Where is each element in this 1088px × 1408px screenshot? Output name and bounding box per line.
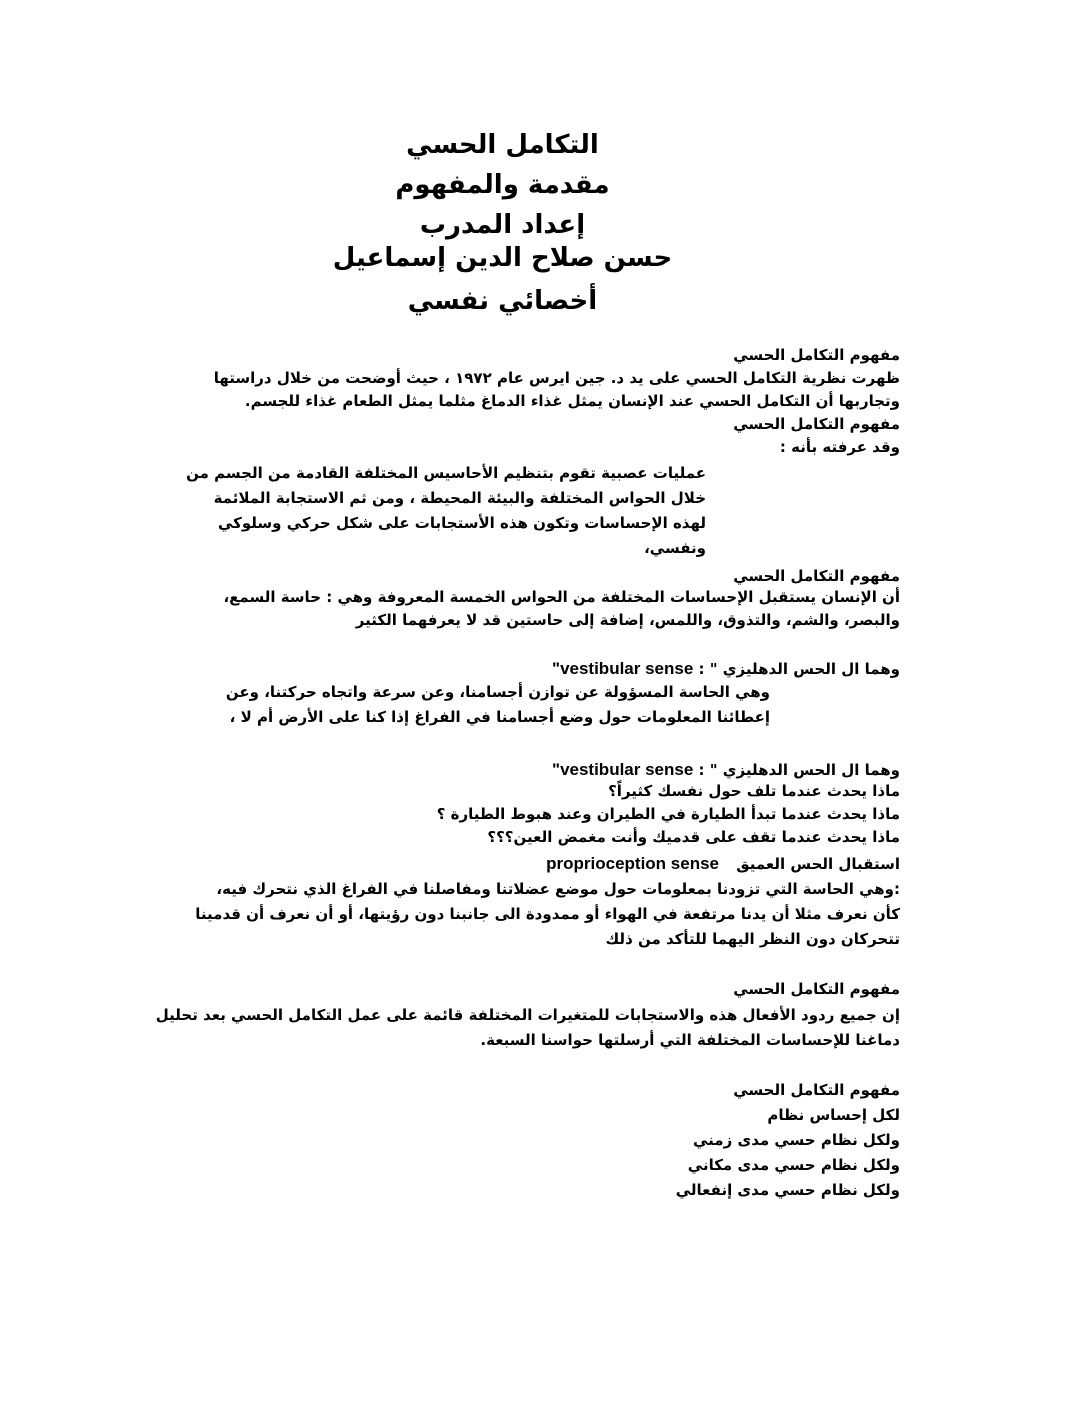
section2-intro: وقد عرفته بأنه : xyxy=(779,438,900,456)
section5-question-1: ماذا يحدث عندما تلف حول نفسك كثيراً؟ xyxy=(608,782,900,800)
section5-deep-line-2: كأن نعرف مثلا أن يدنا مرتفعة في الهواء أو ممدودة الى جانبنا دون رؤيتها، أو أن نعرف أن قدمينا xyxy=(195,905,900,923)
title-line-3: إعداد المدرب xyxy=(419,210,586,240)
section5-deep-en: proprioception sense xyxy=(546,854,719,873)
section5-question-3: ماذا يحدث عندما تقف على قدميك وأنت مغمض العين؟؟؟ xyxy=(487,828,900,846)
section2-line-2: خلال الحواس المختلفة والبيئة المحيطة ، ومن ثم الاستجابة الملائمة xyxy=(213,489,706,507)
section5-deep-ar: استقبال الحس العميق xyxy=(736,855,900,873)
section3-heading: مفهوم التكامل الحسي xyxy=(733,567,900,585)
section2-heading: مفهوم التكامل الحسي xyxy=(733,415,900,433)
section1-heading: مفهوم التكامل الحسي xyxy=(733,346,900,364)
title-line-5: أخصائي نفسي xyxy=(407,286,598,316)
title-line-1: التكامل الحسي xyxy=(406,130,599,160)
section5-heading-en: vestibular sense" xyxy=(552,760,694,779)
section6-line-1: إن جميع ردود الأفعال هذه والاستجابات للمتغيرات المختلفة قائمة على عمل التكامل الحسي بعد تحليل xyxy=(155,1006,900,1024)
section4-heading xyxy=(552,656,900,682)
section5-deep-heading xyxy=(546,851,900,877)
section6-line-2: دماغنا للإحساسات المختلفة التي أرسلتها حواسنا السبعة. xyxy=(480,1031,900,1049)
section7-line-2: ولكل نظام حسي مدى زمني xyxy=(693,1131,900,1149)
section1-line-1: ظهرت نظرية التكامل الحسي على يد د. جين ايرس عام ١٩٧٢ ، حيث أوضحت من خلال دراستها xyxy=(213,369,900,387)
section2-line-4: ونفسي، xyxy=(644,539,706,557)
section1-line-2: وتجاربها أن التكامل الحسي عند الإنسان يمثل غذاء الدماغ مثلما يمثل الطعام غذاء للجسم. xyxy=(244,392,900,410)
section4-heading-ar: وهما ال الحس الدهليزي " : xyxy=(698,660,900,678)
section2-line-3: لهذه الإحساسات وتكون هذه الأستجابات على شكل حركي وسلوكي xyxy=(217,514,706,532)
section4-heading-en: vestibular sense" xyxy=(552,659,694,678)
section5-heading-ar: وهما ال الحس الدهليزي " : xyxy=(698,761,900,779)
section7-heading: مفهوم التكامل الحسي xyxy=(733,1081,900,1099)
title-line-4: حسن صلاح الدين إسماعيل xyxy=(332,243,673,273)
section3-line-1: أن الإنسان يستقبل الإحساسات المختلفة من الحواس الخمسة المعروفة وهي : حاسة السمع، xyxy=(223,588,900,606)
title-line-2: مقدمة والمفهوم xyxy=(395,170,610,200)
section5-deep-line-1: :وهي الحاسة التي تزودنا بمعلومات حول موضع عضلاتنا ومفاصلنا في الفراغ الذي نتحرك فيه، xyxy=(216,880,900,898)
section7-line-3: ولكل نظام حسي مدى مكاني xyxy=(687,1156,900,1174)
section6-heading: مفهوم التكامل الحسي xyxy=(733,980,900,998)
section5-question-2: ماذا يحدث عندما تبدأ الطيارة في الطيران وعند هبوط الطيارة ؟ xyxy=(436,805,900,823)
section5-deep-line-3: تتحركان دون النظر اليهما للتأكد من ذلك xyxy=(605,930,900,948)
section4-line-1: وهي الحاسة المسؤولة عن توازن أجسامنا، وعن سرعة واتجاه حركتنا، وعن xyxy=(225,683,770,701)
section4-line-2: إعطائنا المعلومات حول وضع أجسامنا في الفراغ إذا كنا على الأرض أم لا ، xyxy=(229,708,770,726)
section7-line-1: لكل إحساس نظام xyxy=(767,1106,900,1124)
section3-line-2: والبصر، والشم، والتذوق، واللمس، إضافة إلى حاستين قد لا يعرفهما الكثير xyxy=(355,611,900,629)
section2-line-1: عمليات عصبية تقوم بتنظيم الأحاسيس المختلفة القادمة من الجسم من xyxy=(186,464,706,482)
section7-line-4: ولكل نظام حسي مدى إنفعالي xyxy=(675,1181,900,1199)
